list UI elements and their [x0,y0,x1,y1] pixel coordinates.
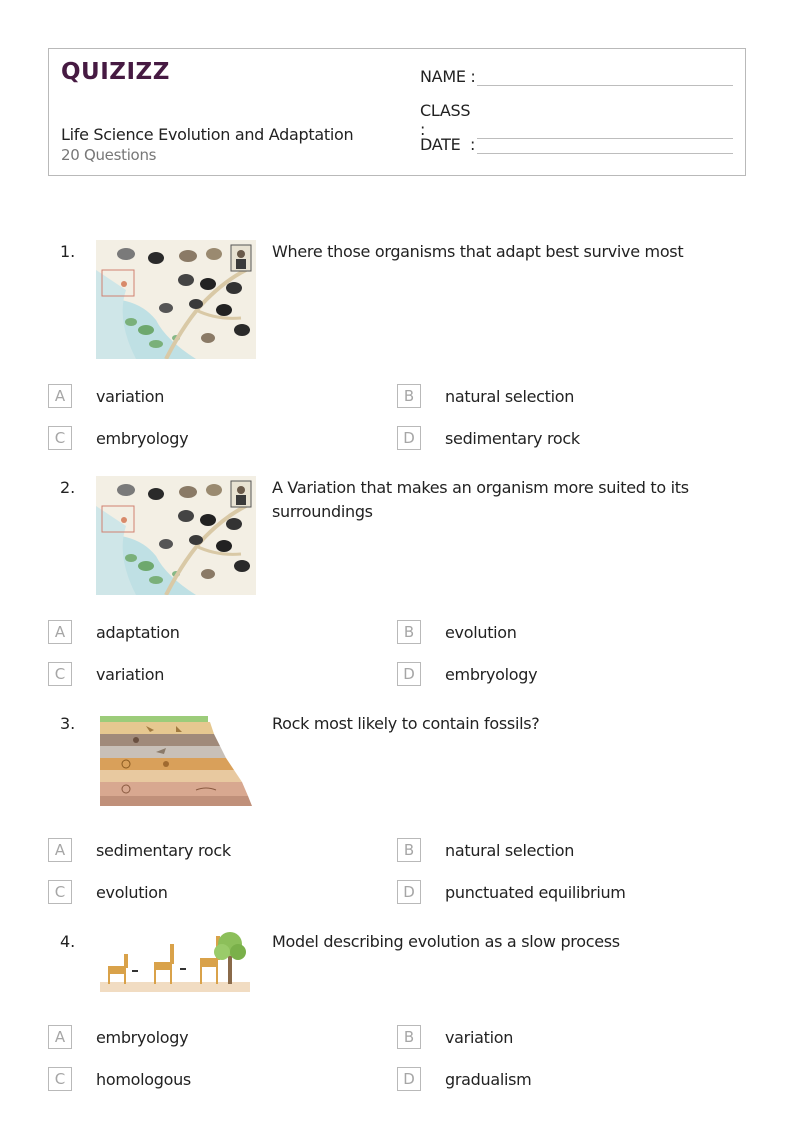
option-text: variation [96,664,165,684]
option-letter: A [48,620,72,644]
option-letter: C [48,426,72,450]
option-letter: B [397,384,421,408]
option-letter: A [48,838,72,862]
question-number: 2. [60,478,76,497]
class-field[interactable] [420,101,733,139]
option-letter: B [397,620,421,644]
option-letter: A [48,1025,72,1049]
option-text: punctuated equilibrium [445,882,626,902]
question-text: Rock most likely to contain fossils? [272,714,540,733]
option-text: variation [96,386,165,406]
question-number: 1. [60,242,76,261]
option-d[interactable] [397,1067,531,1091]
option-text: natural selection [445,386,575,406]
name-label: NAME : [420,67,476,86]
option-text: sedimentary rock [445,428,580,448]
date-label: DATE : [420,135,476,154]
option-d[interactable] [397,662,537,686]
question-text: Model describing evolution as a slow process [272,932,620,951]
option-text: natural selection [445,840,575,860]
option-text: gradualism [445,1069,532,1089]
worksheet-header [48,48,746,176]
option-b[interactable] [397,384,574,408]
option-c[interactable] [48,880,168,904]
rock-layers-image [96,712,256,810]
question-text: Where those organisms that adapt best survive most [272,242,684,261]
option-letter: C [48,1067,72,1091]
option-text: embryology [445,664,538,684]
name-line[interactable] [477,68,733,86]
option-a[interactable] [48,1025,188,1049]
option-b[interactable] [397,838,574,862]
option-letter: D [397,1067,421,1091]
option-text: homologous [96,1069,191,1089]
question-number: 4. [60,932,76,951]
date-line[interactable] [477,136,733,154]
option-text: adaptation [96,622,180,642]
option-b[interactable] [397,1025,513,1049]
option-a[interactable] [48,620,180,644]
option-text: evolution [96,882,168,902]
option-letter: C [48,662,72,686]
darwin-finches-image [96,240,256,359]
option-letter: A [48,384,72,408]
option-c[interactable] [48,1067,191,1091]
option-text: evolution [445,622,517,642]
question-number: 3. [60,714,76,733]
name-field[interactable] [420,67,733,86]
option-c[interactable] [48,426,188,450]
option-d[interactable] [397,880,626,904]
option-letter: B [397,1025,421,1049]
date-field[interactable] [420,135,733,154]
option-a[interactable] [48,384,164,408]
option-d[interactable] [397,426,580,450]
option-letter: D [397,426,421,450]
option-letter: D [397,662,421,686]
class-label: CLASS : [420,101,471,139]
option-b[interactable] [397,620,517,644]
option-text: embryology [96,1027,189,1047]
option-text: sedimentary rock [96,840,231,860]
quizizz-logo: QUIZIZZ [61,59,170,85]
darwin-finches-image [96,476,256,595]
question-text: A Variation that makes an organism more suited to its surroundings [272,478,689,521]
option-letter: D [397,880,421,904]
giraffe-evolution-image [96,930,256,1000]
option-text: variation [445,1027,514,1047]
question-count: 20 Questions [61,146,157,164]
option-letter: C [48,880,72,904]
option-a[interactable] [48,838,231,862]
option-letter: B [397,838,421,862]
option-text: embryology [96,428,189,448]
worksheet-title: Life Science Evolution and Adaptation [61,125,354,144]
option-c[interactable] [48,662,164,686]
